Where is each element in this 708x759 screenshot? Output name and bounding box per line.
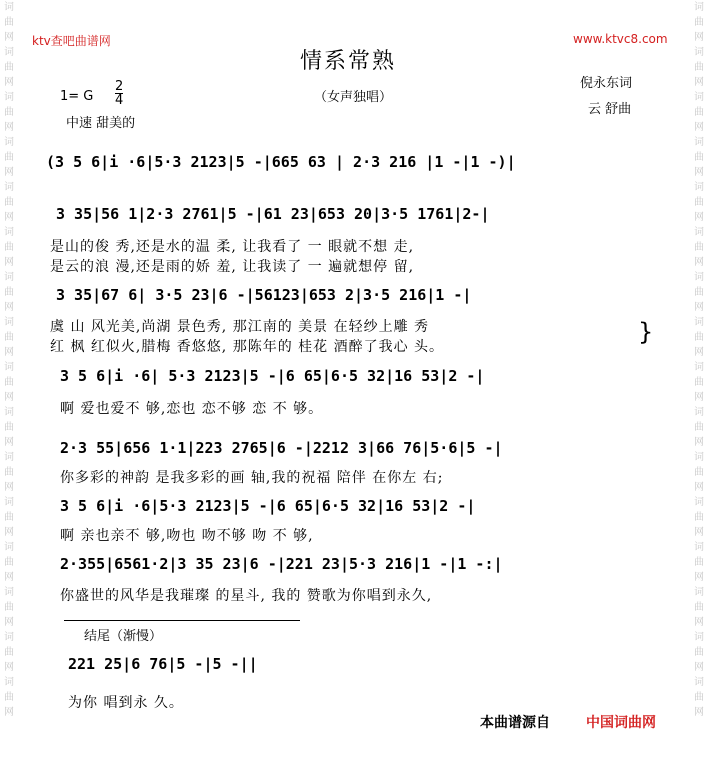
side-watermark-char: 词 — [694, 317, 704, 328]
source-label: 本曲谱源自 — [480, 715, 550, 731]
side-watermark-char: 曲 — [4, 557, 14, 568]
side-watermark-char: 网 — [4, 662, 14, 673]
side-watermark-char: 曲 — [694, 107, 704, 118]
side-watermark-char: 网 — [694, 32, 704, 43]
side-watermark-char: 词 — [694, 182, 704, 193]
side-watermark-char: 词 — [694, 92, 704, 103]
side-watermark-char: 曲 — [694, 602, 704, 613]
lyric-line-5: 你多彩的神韵 是我多彩的画 轴,我的祝福 陪伴 在你左 右; — [60, 470, 444, 486]
side-watermark-char: 词 — [694, 227, 704, 238]
side-watermark-char: 词 — [694, 452, 704, 463]
side-watermark-char: 词 — [4, 2, 14, 13]
side-watermark-char: 网 — [4, 212, 14, 223]
time-sig-bottom: 4 — [115, 93, 124, 108]
side-watermark-char: 曲 — [4, 62, 14, 73]
coda-bracket — [64, 620, 300, 621]
side-watermark-char: 网 — [4, 257, 14, 268]
side-watermark-char: 词 — [694, 542, 704, 553]
side-watermark-char: 网 — [694, 167, 704, 178]
side-watermark-char: 词 — [4, 362, 14, 373]
side-watermark-char: 词 — [694, 677, 704, 688]
side-watermark-char: 词 — [4, 137, 14, 148]
right-watermark-strip — [690, 0, 708, 759]
score-line-8: 221 25|6 76|5 -|5 -|| — [68, 655, 258, 673]
lyric-line-2b: 是云的浪 漫,还是雨的娇 羞, 让我读了 一 遍就想停 留, — [50, 259, 415, 275]
side-watermark-char: 网 — [4, 527, 14, 538]
side-watermark-char: 网 — [694, 302, 704, 313]
side-watermark-char: 网 — [694, 77, 704, 88]
side-watermark-char: 曲 — [694, 152, 704, 163]
side-watermark-char: 曲 — [4, 17, 14, 28]
side-watermark-char: 词 — [4, 272, 14, 283]
side-watermark-char: 曲 — [694, 512, 704, 523]
side-watermark-char: 曲 — [694, 242, 704, 253]
side-watermark-char: 网 — [4, 437, 14, 448]
lyric-line-6: 啊 亲也亲不 够,吻也 吻不够 吻 不 够, — [60, 528, 314, 544]
side-watermark-char: 曲 — [4, 692, 14, 703]
side-watermark-char: 曲 — [4, 197, 14, 208]
side-watermark-char: 词 — [4, 497, 14, 508]
side-watermark-char: 曲 — [694, 287, 704, 298]
side-watermark-char: 网 — [694, 707, 704, 718]
side-watermark-char: 曲 — [4, 512, 14, 523]
side-watermark-char: 词 — [4, 632, 14, 643]
side-watermark-char: 网 — [4, 707, 14, 718]
side-watermark-char: 曲 — [694, 647, 704, 658]
side-watermark-char: 曲 — [4, 377, 14, 388]
side-watermark-char: 曲 — [694, 692, 704, 703]
side-watermark-char: 词 — [694, 272, 704, 283]
side-watermark-char: 网 — [694, 212, 704, 223]
lyric-line-3a: 虞 山 风光美,尚湖 景色秀, 那江南的 美景 在轻纱上雕 秀 — [50, 319, 430, 335]
key-signature: 1= G — [60, 89, 94, 104]
side-watermark-char: 网 — [694, 482, 704, 493]
side-watermark-char: 网 — [694, 437, 704, 448]
lyric-line-4: 啊 爱也爱不 够,恋也 恋不够 恋 不 够。 — [60, 401, 324, 417]
coda-label: 结尾（渐慢） — [84, 629, 163, 644]
site-watermark-left: ktv查吧曲谱网 — [32, 34, 111, 48]
side-watermark-char: 词 — [694, 2, 704, 13]
side-watermark-char: 网 — [694, 617, 704, 628]
side-watermark-char: 词 — [4, 317, 14, 328]
side-watermark-char: 曲 — [694, 422, 704, 433]
source-site: 中国词曲网 — [586, 715, 656, 731]
score-line-7: 2·355|6561·2|3 35 23|6 -|221 23|5·3 216|1 -|1 -:| — [60, 555, 503, 573]
side-watermark-char: 网 — [4, 32, 14, 43]
side-watermark-char: 网 — [4, 617, 14, 628]
side-watermark-char: 词 — [4, 587, 14, 598]
side-watermark-char: 网 — [4, 122, 14, 133]
side-watermark-char: 曲 — [4, 152, 14, 163]
side-watermark-char: 词 — [694, 137, 704, 148]
site-watermark-right: www.ktvc8.com — [573, 32, 668, 46]
side-watermark-char: 词 — [694, 587, 704, 598]
lyric-line-3b: 红 枫 红似火,腊梅 香悠悠, 那陈年的 桂花 酒醉了我心 头。 — [50, 339, 445, 355]
score-line-6: 3 5 6|i ·6|5·3 2123|5 -|6 65|6·5 32|16 53|2 -| — [60, 497, 476, 515]
side-watermark-char: 网 — [694, 392, 704, 403]
side-watermark-char: 曲 — [4, 287, 14, 298]
lyric-line-8: 为你 唱到永 久。 — [68, 695, 184, 711]
song-title: 情系常熟 — [300, 49, 397, 74]
side-watermark-char: 网 — [4, 77, 14, 88]
side-watermark-char: 网 — [694, 572, 704, 583]
verse-brace: } — [638, 318, 654, 346]
side-watermark-char: 词 — [4, 47, 14, 58]
side-watermark-char: 曲 — [694, 557, 704, 568]
score-line-5: 2·3 55|656 1·1|223 2765|6 -|2212 3|66 76|5·6|5 -| — [60, 439, 503, 457]
side-watermark-char: 网 — [4, 167, 14, 178]
side-watermark-char: 网 — [694, 527, 704, 538]
side-watermark-char: 网 — [4, 347, 14, 358]
side-watermark-char: 网 — [4, 572, 14, 583]
side-watermark-char: 曲 — [4, 242, 14, 253]
side-watermark-char: 曲 — [4, 422, 14, 433]
side-watermark-char: 网 — [4, 302, 14, 313]
side-watermark-char: 曲 — [694, 17, 704, 28]
side-watermark-char: 词 — [694, 47, 704, 58]
side-watermark-char: 词 — [694, 497, 704, 508]
lyric-line-2a: 是山的俊 秀,还是水的温 柔, 让我看了 一 眼就不想 走, — [50, 239, 415, 255]
side-watermark-char: 词 — [4, 227, 14, 238]
side-watermark-char: 词 — [4, 92, 14, 103]
side-watermark-char: 词 — [4, 542, 14, 553]
composer: 云 舒曲 — [588, 102, 632, 117]
time-sig-top: 2 — [115, 79, 124, 94]
side-watermark-char: 词 — [694, 362, 704, 373]
side-watermark-char: 曲 — [4, 107, 14, 118]
side-watermark-char: 曲 — [694, 377, 704, 388]
side-watermark-char: 曲 — [694, 467, 704, 478]
side-watermark-char: 词 — [4, 407, 14, 418]
lyric-line-7: 你盛世的风华是我璀璨 的星斗, 我的 赞歌为你唱到永久, — [60, 588, 433, 604]
side-watermark-char: 词 — [694, 407, 704, 418]
side-watermark-char: 网 — [694, 257, 704, 268]
score-line-4: 3 5 6|i ·6| 5·3 2123|5 -|6 65|6·5 32|16 53|2 -| — [60, 367, 485, 385]
side-watermark-char: 网 — [694, 347, 704, 358]
side-watermark-char: 网 — [694, 122, 704, 133]
side-watermark-char: 曲 — [4, 602, 14, 613]
tempo-marking: 中速 甜美的 — [66, 116, 136, 131]
side-watermark-char: 词 — [694, 632, 704, 643]
left-watermark-strip — [0, 0, 18, 759]
song-subtitle: （女声独唱） — [314, 90, 393, 105]
side-watermark-char: 网 — [4, 392, 14, 403]
side-watermark-char: 词 — [4, 182, 14, 193]
lyricist: 倪永东词 — [580, 76, 633, 91]
side-watermark-char: 曲 — [694, 197, 704, 208]
side-watermark-char: 曲 — [4, 647, 14, 658]
score-line-1: (3 5 6|i ·6|5·3 2123|5 -|665 63 | 2·3 216 |1 -|1 -)| — [46, 153, 516, 171]
side-watermark-char: 曲 — [4, 467, 14, 478]
score-line-3: 3 35|67 6| 3·5 23|6 -|56123|653 2|3·5 216|1 -| — [56, 286, 472, 304]
side-watermark-char: 曲 — [694, 332, 704, 343]
side-watermark-char: 词 — [4, 452, 14, 463]
side-watermark-char: 词 — [4, 677, 14, 688]
side-watermark-char: 网 — [694, 662, 704, 673]
time-signature — [115, 80, 123, 107]
score-line-2: 3 35|56 1|2·3 2761|5 -|61 23|653 20|3·5 1761|2-| — [56, 205, 490, 223]
side-watermark-char: 曲 — [694, 62, 704, 73]
side-watermark-char: 曲 — [4, 332, 14, 343]
side-watermark-char: 网 — [4, 482, 14, 493]
